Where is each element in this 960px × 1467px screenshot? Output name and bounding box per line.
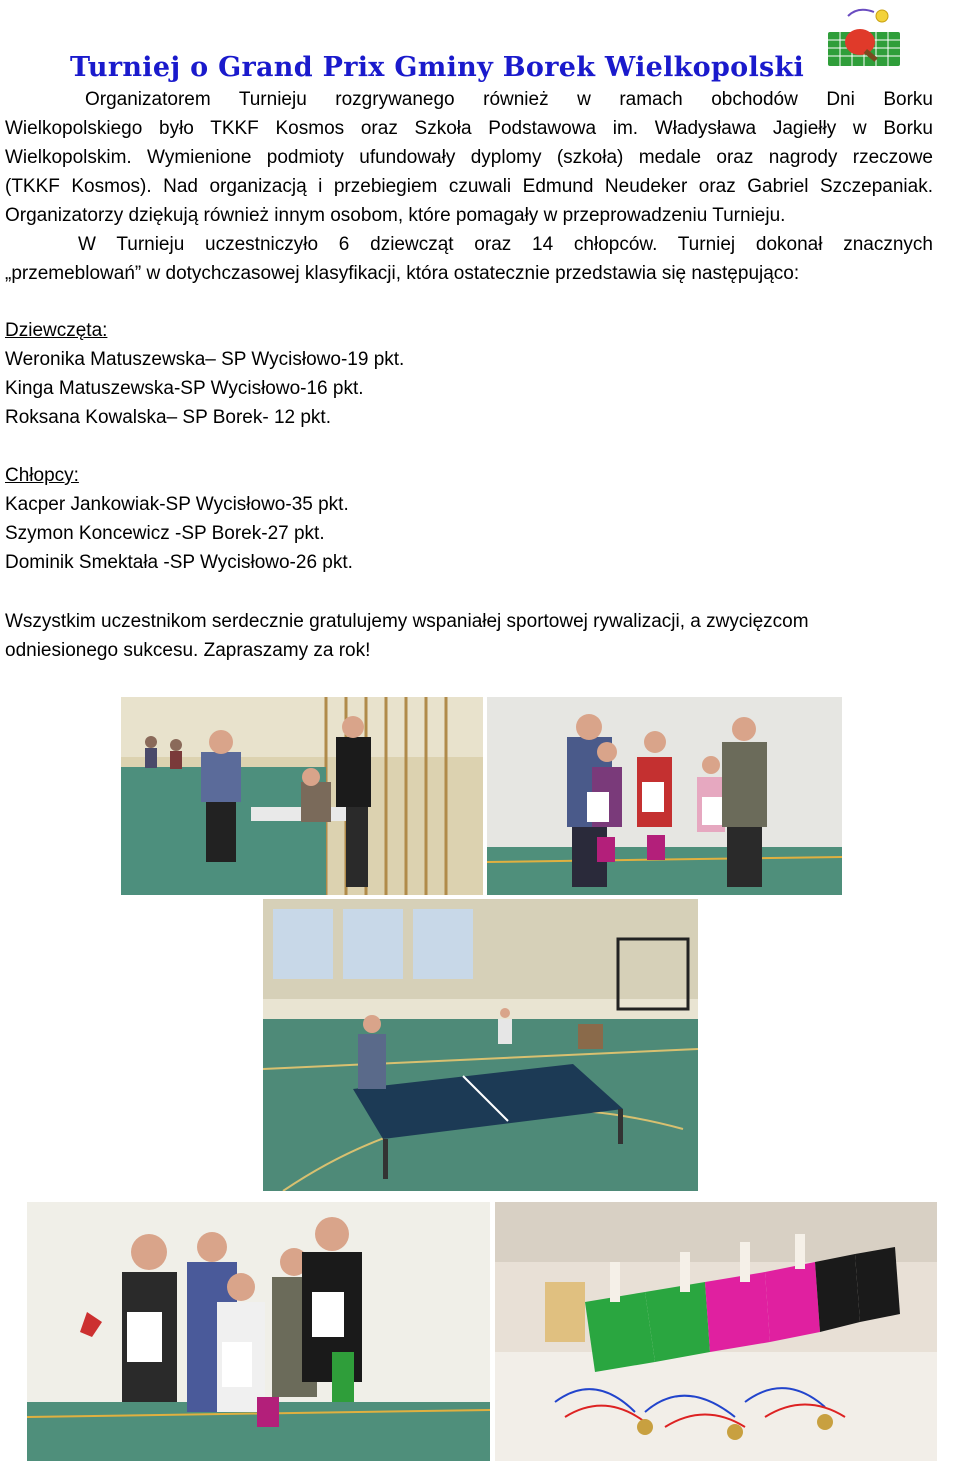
- paragraph-1-line-3: Wielkopolskim. Wymienione podmioty ufundowały dyplomy (szkoła) medale oraz nagrody rzeczowe: [5, 147, 933, 168]
- boys-result: Szymon Koncewicz -SP Borek-27 pkt.: [5, 523, 325, 544]
- girls-result: Weronika Matuszewska– SP Wycisłowo-19 pkt.: [5, 349, 405, 370]
- girls-heading: Dziewczęta:: [5, 320, 108, 341]
- paragraph-1-line-5: Organizatorzy dziękują również innym osobom, które pomagały w przeprowadzeniu Turnieju.: [5, 205, 786, 226]
- girls-result: Roksana Kowalska– SP Borek- 12 pkt.: [5, 407, 331, 428]
- boys-result: Kacper Jankowiak-SP Wycisłowo-35 pkt.: [5, 494, 349, 515]
- table-tennis-logo-icon: [818, 2, 908, 78]
- photo-boys-winners: [27, 1202, 490, 1461]
- paragraph-1-line-2: Wielkopolskiego było TKKF Kosmos oraz Szkoła Podstawowa im. Władysława Jagiełły w Borku: [5, 118, 933, 139]
- closing-line-2: odniesionego sukcesu. Zapraszamy za rok!: [5, 640, 371, 661]
- paragraph-1-line-4: (TKKF Kosmos). Nad organizacją i przebiegiem czuwali Edmund Neudeker oraz Gabriel Szczepaniak.: [5, 176, 933, 197]
- paragraph-1-line-1: Organizatorem Turnieju rozgrywanego również w ramach obchodów Dni Borku: [85, 89, 933, 110]
- boys-result: Dominik Smektała -SP Wycisłowo-26 pkt.: [5, 552, 353, 573]
- page-title: Turniej o Grand Prix Gminy Borek Wielkopolski: [70, 52, 805, 83]
- paragraph-2-line-2: „przemeblowań” w dotychczasowej klasyfikacji, która ostatecznie przedstawia się następująco:: [5, 263, 800, 284]
- photo-ping-pong-hall: [263, 899, 698, 1191]
- photo-registration: [121, 697, 483, 895]
- photo-prizes: [495, 1202, 937, 1461]
- boys-heading: Chłopcy:: [5, 465, 79, 486]
- paragraph-2-line-1: W Turnieju uczestniczyło 6 dziewcząt oraz 14 chłopców. Turniej dokonał znacznych: [78, 234, 933, 255]
- closing-line-1: Wszystkim uczestnikom serdecznie gratulujemy wspaniałej sportowej rywalizacji, a zwycięzcom: [5, 611, 809, 632]
- girls-result: Kinga Matuszewska-SP Wycisłowo-16 pkt.: [5, 378, 364, 399]
- photo-girls-winners: [487, 697, 842, 895]
